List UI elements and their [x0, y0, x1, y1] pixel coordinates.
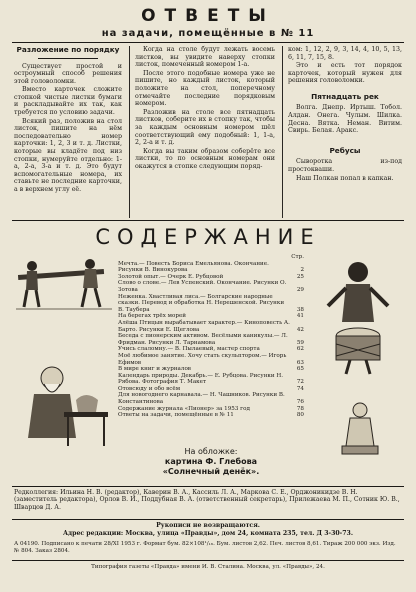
print-info: А 04190. Подписано к печати 28/XI 1953 г. Формат бум. 82×108¹/₁₆. Бум. листов 2,62. Печ. листов 8,61. Тираж 200 000 экз. Изд. № 804. Заказ 2804. [14, 541, 396, 554]
toc-entry[interactable] [118, 386, 304, 393]
footer-rule [12, 486, 404, 487]
toc-entry-page: 80 [296, 412, 304, 419]
toc-entry-page: 62 [296, 346, 304, 353]
page-column-header: Стр. [291, 254, 304, 260]
toc-entry-title: Моё любимое занятие. Хочу стать скульптором.— Игорь Ефимов [118, 352, 287, 366]
toc-entry[interactable] [118, 346, 304, 353]
toc-entry-title: Календарь природы. Декабрь.— Е. Рубцова. Рисунки Н. Рябова. Фотография Т. Макет [118, 372, 284, 386]
cover-painting-name: «Солнечный денёк». [162, 467, 260, 476]
heading-underline [38, 58, 98, 59]
toc-entry[interactable] [118, 274, 304, 281]
toc-entry-page: 74 [296, 385, 304, 392]
toc-entry[interactable] [118, 280, 304, 293]
toc-entry-page: 42 [296, 326, 304, 333]
contents-title: СОДЕРЖАНИЕ [95, 225, 321, 249]
toc-entry[interactable] [118, 353, 304, 366]
puzzle-heading-rebus: Ребусы [329, 145, 361, 155]
toc-entry-page: 72 [296, 379, 304, 386]
toc-entry-page: 65 [296, 366, 304, 373]
section-rule [12, 220, 404, 221]
footer-rule [12, 519, 404, 520]
rebus-answer-1: Сыворотка из-под простокваши. [288, 158, 402, 173]
toc-entry[interactable] [118, 366, 304, 373]
toc-entry-page: 41 [296, 313, 304, 320]
toc-entry[interactable] [118, 412, 304, 419]
toc-entry-page: 2 [300, 267, 304, 274]
paragraph: Когда на столе будут лежать восемь листков, вы увидите наверху стопки листок, помеченный номером 1-а. [135, 46, 275, 69]
toc-entry-title: Мечта.— Повесть Бориса Емельянова. Окончание. Рисунки В. Винокурова [118, 260, 269, 274]
paragraph: Когда вы таким образом соберёте все листки, то по основным номерам они окажутся в стопке следующим поряд- [135, 147, 275, 170]
toc-entry-title: В мире книг и журналов [118, 366, 191, 373]
top-rule [12, 42, 404, 43]
toc-entry-title: Отовсюду и обо всём [118, 385, 181, 392]
toc-entry-page: 38 [296, 306, 304, 313]
rebus-answer-2: Наш Полкан попал в капкан. [296, 174, 394, 182]
toc-entry[interactable] [118, 261, 304, 274]
toc-entry-title: Содержание журнала «Пионер» за 1953 год [118, 405, 250, 412]
toc-entry-page: 63 [296, 359, 304, 366]
toc-entry-title: Неженка. Хвастливая лиса.— Болгарские народные сказки. Перевод и обработка Н. Нерешенской. Рисунки В. Таубера [118, 293, 285, 313]
paragraph: Существует простой и остроумный способ решения этой головоломки. [14, 62, 122, 85]
answer-column-3 [288, 46, 402, 183]
footer-rule [12, 560, 404, 561]
paragraph: После этого подобные номера уже не пишите, но каждый листок, который положите на стол, поперечному отмечайте последние порядковым номером. [135, 69, 275, 108]
printer-info: Типография газеты «Правда» имени И. В. Сталина. Москва, ул. «Правды», 24. [91, 564, 325, 570]
toc-entry-title: На берегах трёх морей [118, 313, 187, 320]
puzzle-heading-order: Разложение по порядку [16, 45, 120, 54]
rivers-answer: Волга. Днепр. Иртыш. Тобол. Алдан. Онега. Чулым. Шилка. Десна. Вятка. Неман. Витим. Свирь. Белая. Аракс. [288, 104, 402, 135]
answer-column-1 [14, 46, 122, 195]
toc-entry-title: Золотой опыт.— Очерк Е. Рубцовой [118, 273, 224, 280]
toc-entry[interactable] [118, 373, 304, 386]
paragraph: Вместо карточек сложите стопкой чистые листки бумаги и раскладывайте их так, как требуется по условию задачи. [14, 86, 122, 117]
answer-column-2 [135, 46, 275, 172]
paragraph: Разложив на столе все пятнадцать листков, соберите их в стопку так, чтобы за каждым основным номером шёл соответствующий ему подобный: 1, 1-а, 2, 2-а и т. д. [135, 108, 275, 147]
toc-entry-page: 29 [296, 286, 304, 293]
toc-entry[interactable] [118, 313, 304, 320]
column-divider [282, 46, 283, 218]
old-man-illustration [16, 360, 112, 450]
toc-entry-title: Слово о слове.— Лев Успенский. Окончание. Рисунки О. Зотова [118, 280, 287, 293]
cover-note [118, 447, 304, 477]
toc-entry-page: 59 [296, 339, 304, 346]
editorial-address: Адрес редакции: Москва, улица «Правды», дом 24, комната 235, тел. Д 3-30-73. [62, 530, 354, 537]
toc-entry-title: Ответы на задачи, помещённые в № 11 [118, 412, 234, 419]
puzzle-heading-rivers: Пятнадцать рек [311, 91, 379, 101]
editorial-board: Редколлегия: Ильина Н. В. (редактор), Каверин В. А., Кассиль Л. А., Маркова С. Е., Орджоникидзе В. Н. (заместитель редактора), Орлов В. И., Поддубная В. А. (ответственный секретарь), Прилежаева М. П., Сотник Ю. В., Шварцов Д. А. [14, 489, 400, 511]
paragraph: Это и есть тот порядок карточек, который нужен для решения головоломки. [288, 62, 402, 85]
toc-entry[interactable] [118, 294, 304, 314]
answers-subtitle: на задачи, помещённые в № 11 [101, 28, 315, 39]
cover-label: На обложке: [184, 447, 238, 456]
figurine-illustration [330, 398, 390, 458]
toc-entry-title: Алёша Птицын вырабатывает характер.— Киноповесть А. Барто. Рисунки Е. Щеглова [118, 319, 290, 333]
manuscripts-note: Рукописи не возвращаются. [156, 522, 260, 529]
cover-caption: картина Ф. Глебова [164, 457, 258, 466]
toc-entry[interactable] [118, 320, 304, 333]
toc-entry-page: 25 [296, 273, 304, 280]
toc-entry[interactable] [118, 392, 304, 405]
toc-entry-title: Беседа с пионерским активом. Весёлыми каникулы.— Л. Фридман. Рисунки Л. Тарнамова [118, 333, 288, 346]
sequence-text: ком: 1, 12, 2, 9, 3, 14, 4, 10, 5, 13, 6, 11, 7, 15, 8. [288, 46, 402, 61]
answers-title: ОТВЕТЫ [141, 6, 275, 26]
table-of-contents [118, 254, 304, 419]
column-divider [129, 46, 130, 218]
children-carrying-log-illustration [14, 252, 114, 312]
toc-entry-page: 76 [296, 399, 304, 406]
toc-entry[interactable] [118, 333, 304, 346]
boy-with-drum-illustration [312, 256, 404, 376]
toc-entry-title: Для новогоднего карнавала.— Н. Чашников. Рисунки В. Константинова [118, 392, 285, 406]
toc-entry-page: 78 [296, 405, 304, 412]
paragraph: Всякий раз, положив на стол листок, пишите на нём последовательно номер карточки: 1, 2, 3 и т. д. Листки, которые вы кладёте под низ стопки, нумеруйте отдельно: 1-а, 2-а, 3-а и т. д. Это будут вспомогательные номера, их ставьте не последние карточки, а в верхнем углу её. [14, 117, 122, 193]
toc-entry-title: Учись слаломну.— В. Пылаевый, мастер спорта [118, 346, 260, 353]
